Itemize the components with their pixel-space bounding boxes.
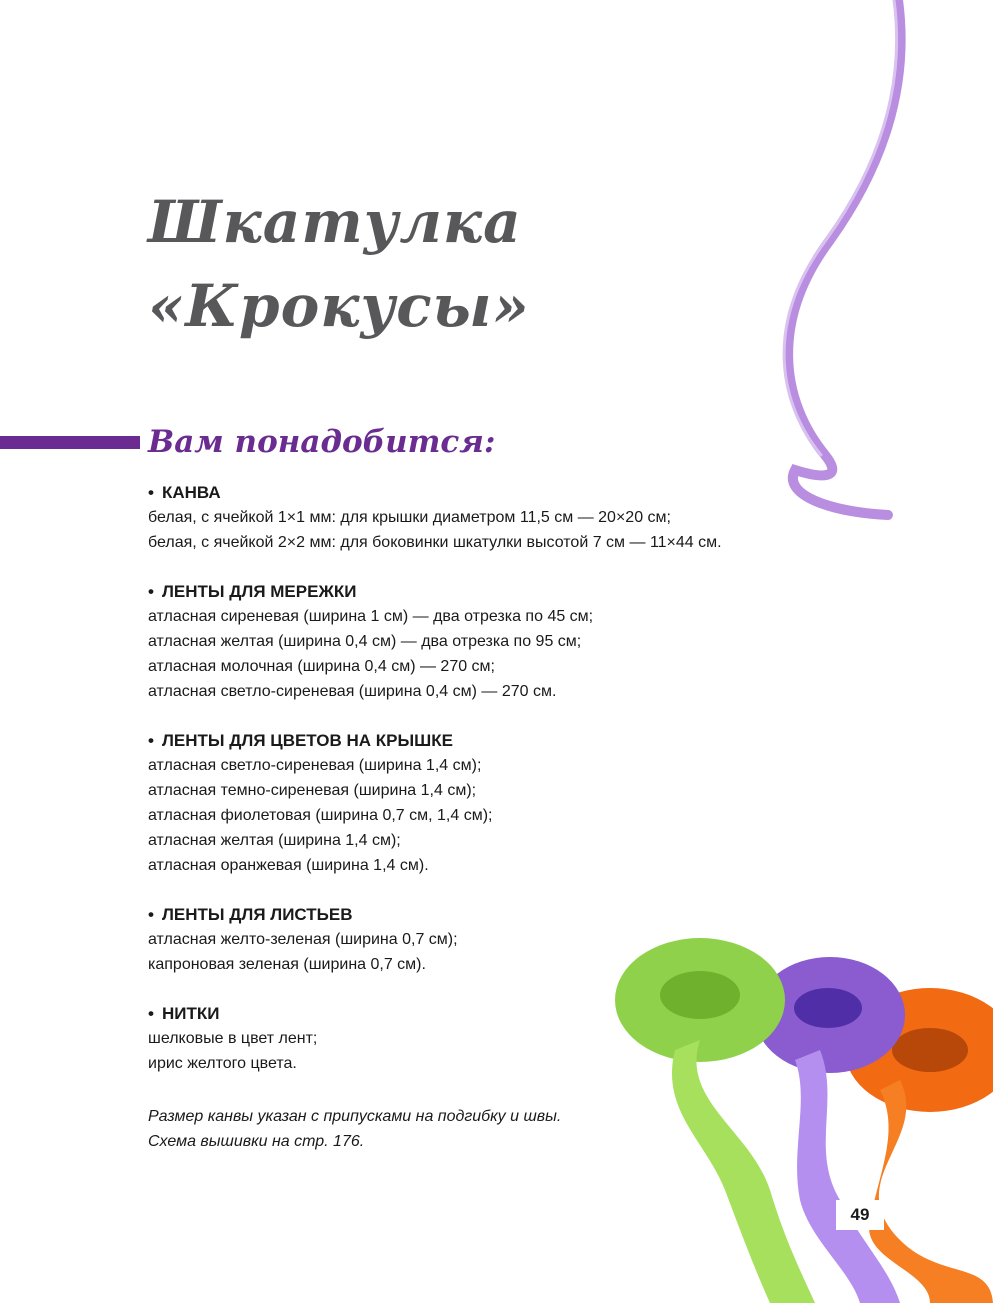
- material-line: атласная светло-сиреневая (ширина 0,4 см) — 270 см.: [148, 683, 557, 700]
- bullet: •: [148, 582, 154, 601]
- material-line: шелковые в цвет лент;: [148, 1030, 318, 1047]
- title-line-2: «Крокусы»: [148, 272, 530, 340]
- section-heading-text: ЛЕНТЫ ДЛЯ МЕРЕЖКИ: [162, 582, 357, 601]
- accent-bar: [0, 436, 140, 449]
- material-line: атласная желтая (ширина 0,4 см) — два отрезка по 95 см;: [148, 633, 582, 650]
- materials-heading: Вам понадобится:: [148, 424, 496, 460]
- material-line: атласная оранжевая (ширина 1,4 см).: [148, 857, 429, 874]
- material-line: атласная желто-зеленая (ширина 0,7 см);: [148, 931, 458, 948]
- material-line: атласная желтая (ширина 1,4 см);: [148, 832, 401, 849]
- material-line: белая, с ячейкой 1×1 мм: для крышки диаметром 11,5 см — 20×20 см;: [148, 509, 671, 526]
- curled-ribbon-illustration: [760, 0, 910, 530]
- page-title: [148, 180, 530, 348]
- section-heading: [148, 728, 848, 753]
- bullet: •: [148, 1004, 154, 1023]
- material-line: атласная сиреневая (ширина 1 см) — два отрезка по 45 см;: [148, 608, 594, 625]
- section-heading: [148, 579, 848, 604]
- material-line: атласная молочная (ширина 0,4 см) — 270 см;: [148, 658, 495, 675]
- material-line: ирис желтого цвета.: [148, 1055, 297, 1072]
- bullet: •: [148, 483, 154, 502]
- materials-section-openwork-ribbons: [148, 579, 848, 704]
- material-line: атласная темно-сиреневая (ширина 1,4 см);: [148, 782, 477, 799]
- title-line-1: Шкатулка: [148, 188, 522, 256]
- material-line: атласная светло-сиреневая (ширина 1,4 см);: [148, 757, 482, 774]
- notes: [148, 1104, 561, 1154]
- section-heading: [148, 480, 848, 505]
- material-line: атласная фиолетовая (ширина 0,7 см, 1,4 см);: [148, 807, 493, 824]
- section-heading-text: НИТКИ: [162, 1004, 220, 1023]
- canvas-size-note: Размер канвы указан с припусками на подгибку и швы.: [148, 1108, 562, 1125]
- materials-section-lid-flower-ribbons: [148, 728, 848, 878]
- materials-section-canvas: [148, 480, 848, 555]
- pattern-reference-note: Схема вышивки на стр. 176.: [148, 1133, 365, 1150]
- material-line: белая, с ячейкой 2×2 мм: для боковинки шкатулки высотой 7 см — 11×44 см.: [148, 534, 722, 551]
- page-number: 49: [836, 1200, 884, 1230]
- section-heading-text: КАНВА: [162, 483, 221, 502]
- section-heading-text: ЛЕНТЫ ДЛЯ ЛИСТЬЕВ: [162, 905, 353, 924]
- bullet: •: [148, 905, 154, 924]
- ribbon-spools-illustration: [600, 900, 993, 1303]
- material-line: капроновая зеленая (ширина 0,7 см).: [148, 956, 426, 973]
- section-heading-text: ЛЕНТЫ ДЛЯ ЦВЕТОВ НА КРЫШКЕ: [162, 731, 453, 750]
- bullet: •: [148, 731, 154, 750]
